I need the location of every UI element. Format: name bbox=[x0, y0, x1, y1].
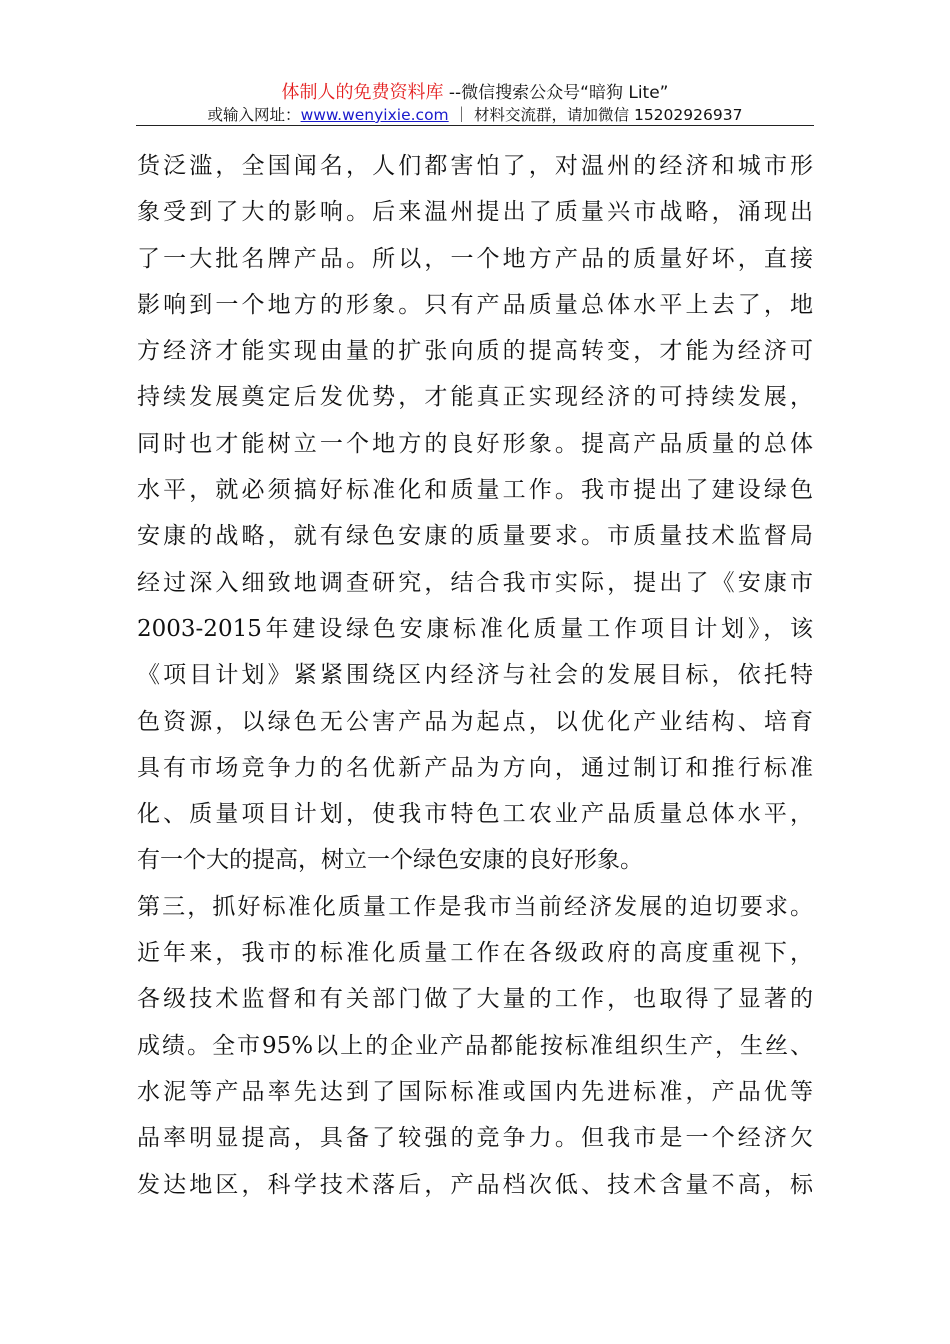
text-line: 成绩。全市95%以上的企业产品都能按标准组织生产，生丝、 bbox=[137, 1032, 813, 1059]
document-body bbox=[137, 143, 813, 1208]
header-suffix: ｜ 材料交流群，请加微信 15202926937 bbox=[448, 106, 743, 124]
text-line: 了一大批名牌产品。所以，一个地方产品的质量好坏，直接 bbox=[137, 245, 813, 272]
text-line: 化、质量项目计划，使我市特色工农业产品质量总体水平， bbox=[137, 801, 813, 828]
text-line: 品率明显提高，具备了较强的竞争力。但我市是一个经济欠 bbox=[137, 1125, 813, 1152]
text-line: 有一个大的提高，树立一个绿色安康的良好形象。 bbox=[137, 847, 643, 874]
text-line: 水泥等产品率先达到了国际标准或国内先进标准，产品优等 bbox=[137, 1078, 813, 1105]
header-prefix: 或输入网址： bbox=[207, 106, 301, 124]
text-line: 2003-2015年建设绿色安康标准化质量工作项目计划》，该 bbox=[137, 615, 813, 642]
website-link[interactable]: www.wenyixie.com bbox=[300, 106, 449, 124]
header-divider bbox=[136, 125, 814, 126]
text-line: 色资源，以绿色无公害产品为起点，以优化产业结构、培育 bbox=[137, 708, 813, 735]
text-line: 同时也才能树立一个地方的良好形象。提高产品质量的总体 bbox=[137, 430, 813, 457]
text-line: 方经济才能实现由量的扩张向质的提高转变，才能为经济可 bbox=[137, 338, 813, 365]
header-subtitle bbox=[136, 103, 814, 125]
text-line: 《项目计划》紧紧围绕区内经济与社会的发展目标，依托特 bbox=[137, 662, 813, 689]
text-line: 影响到一个地方的形象。只有产品质量总体水平上去了，地 bbox=[137, 291, 813, 318]
text-line: 象受到了大的影响。后来温州提出了质量兴市战略，涌现出 bbox=[137, 199, 813, 226]
text-line: 近年来，我市的标准化质量工作在各级政府的高度重视下， bbox=[137, 940, 813, 967]
text-line: 第三，抓好标准化质量工作是我市当前经济发展的迫切要求。 bbox=[137, 893, 813, 920]
text-line: 发达地区，科学技术落后，产品档次低、技术含量不高，标 bbox=[137, 1171, 813, 1198]
text-line: 经过深入细致地调查研究，结合我市实际，提出了《安康市 bbox=[137, 569, 813, 596]
text-line: 货泛滥，全国闻名，人们都害怕了，对温州的经济和城市形 bbox=[137, 153, 813, 179]
text-line: 水平，就必须搞好标准化和质量工作。我市提出了建设绿色 bbox=[137, 477, 813, 504]
text-line: 各级技术监督和有关部门做了大量的工作，也取得了显著的 bbox=[137, 986, 813, 1013]
header-title-red: 体制人的免费资料库 bbox=[281, 82, 444, 103]
text-line: 具有市场竞争力的名优新产品为方向，通过制订和推行标准 bbox=[137, 754, 813, 781]
header-title-rest: --微信搜索公众号“暗狗 Lite” bbox=[443, 83, 669, 103]
text-line: 安康的战略，就有绿色安康的质量要求。市质量技术监督局 bbox=[137, 523, 813, 550]
text-line: 持续发展奠定后发优势，才能真正实现经济的可持续发展， bbox=[137, 384, 813, 411]
header-title bbox=[136, 78, 814, 104]
